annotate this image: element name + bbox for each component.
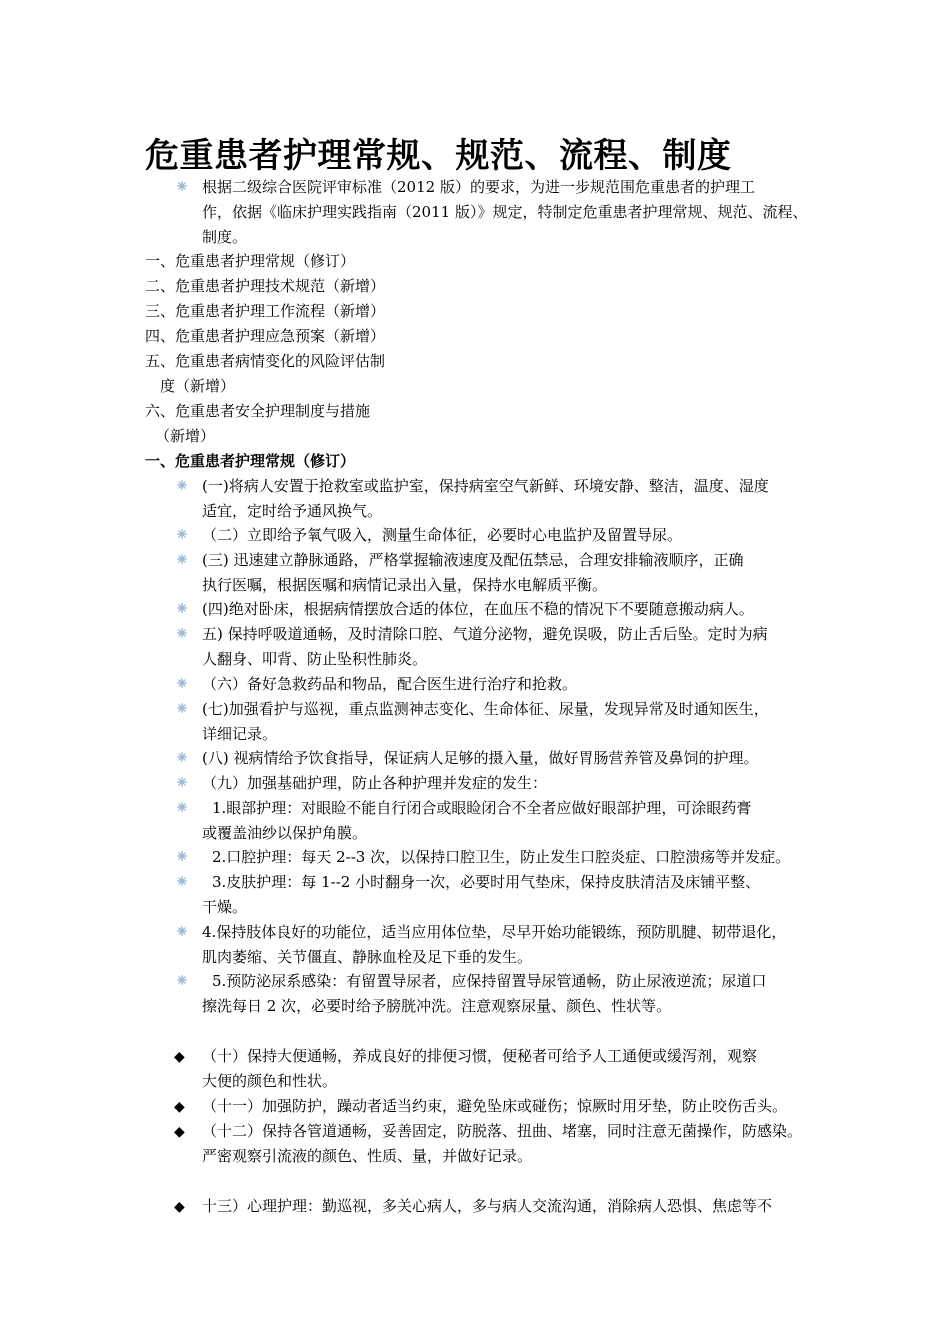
snowflake-bullet-icon (177, 628, 187, 638)
paragraph-14-line-1: 5.预防泌尿系感染：有留置导尿者，应保持留置导尿管通畅，防止尿液逆流；尿道口 (212, 972, 767, 990)
intro-line-3: 制度。 (202, 228, 248, 246)
paragraph-18: 十三）心理护理：勤巡视，多关心病人，多与病人交流沟通，消除病人恐惧、焦虑等不 (202, 1197, 773, 1215)
toc-item-5-cont: 度（新增） (160, 377, 236, 395)
paragraph-2: （二）立即给予氧气吸入，测量生命体征，必要时心电监护及留置导尿。 (202, 526, 683, 544)
document-title: 危重患者护理常规、规范、流程、制度 (145, 136, 732, 176)
paragraph-4: (四)绝对卧床，根据病情摆放合适的体位，在血压不稳的情况下不要随意搬动病人。 (202, 600, 754, 618)
paragraph-1-line-1: (一)将病人安置于抢救室或监护室，保持病室空气新鲜、环境安静、整洁，温度、湿度 (202, 477, 769, 495)
toc-item-3: 三、危重患者护理工作流程（新增） (145, 302, 386, 320)
toc-item-5: 五、危重患者病情变化的风险评估制 (145, 352, 386, 370)
intro-line-2: 作，依据《临床护理实践指南（2011 版）》规定，特制定危重患者护理常规、规范、流程、 (202, 203, 808, 221)
paragraph-3-line-2: 执行医嘱，根据医嘱和病情记录出入量，保持水电解质平衡。 (202, 576, 608, 594)
snowflake-bullet-icon (177, 678, 187, 688)
paragraph-12-line-2: 干燥。 (202, 898, 248, 916)
paragraph-15-line-2: 大便的颜色和性状。 (202, 1072, 338, 1090)
section-heading: 一、危重患者护理常规（修订） (145, 452, 356, 470)
paragraph-14-line-2: 擦洗每日 2 次，必要时给予膀胱冲洗。注意观察尿量、颜色、性状等。 (202, 997, 672, 1015)
intro-line-1: 根据二级综合医院评审标准（2012 版）的要求，为进一步规范围危重患者的护理工 (202, 178, 755, 196)
snowflake-bullet-icon (177, 752, 187, 762)
snowflake-bullet-icon (177, 802, 187, 812)
diamond-bullet-icon: ◆ (174, 1199, 185, 1215)
paragraph-12-line-1: 3.皮肤护理：每 1--2 小时翻身一次，必要时用气垫床，保持皮肤清洁及床铺平整、 (212, 873, 761, 891)
snowflake-bullet-icon (177, 975, 187, 985)
paragraph-10-line-2: 或覆盖油纱以保护角膜。 (202, 824, 368, 842)
diamond-bullet-icon: ◆ (174, 1099, 185, 1115)
paragraph-16: （十一）加强防护，躁动者适当约束，避免坠床或碰伤；惊厥时用牙垫，防止咬伤舌头。 (202, 1097, 788, 1115)
snowflake-bullet-icon (177, 926, 187, 936)
paragraph-9: （九）加强基础护理，防止各种护理并发症的发生： (202, 774, 548, 792)
paragraph-13-line-1: 4.保持肢体良好的功能位，适当应用体位垫，尽早开始功能锻练，预防肌腱、韧带退化， (202, 923, 787, 941)
paragraph-17-line-2: 严密观察引流液的颜色、性质、量，并做好记录。 (202, 1147, 533, 1165)
paragraph-7-line-1: (七)加强看护与巡视，重点监测神志变化、生命体征、尿量，发现异常及时通知医生， (202, 700, 769, 718)
paragraph-8: (八) 视病情给予饮食指导，保证病人足够的摄入量，做好胃肠营养管及鼻饲的护理。 (202, 749, 759, 767)
snowflake-bullet-icon (177, 777, 187, 787)
diamond-bullet-icon: ◆ (174, 1124, 185, 1140)
paragraph-3-line-1: (三) 迅速建立静脉通路，严格掌握输液速度及配伍禁忌，合理安排输液顺序，正确 (202, 551, 744, 569)
snowflake-bullet-icon (177, 703, 187, 713)
paragraph-13-line-2: 肌肉萎缩、关节僵直、静脉血栓及足下垂的发生。 (202, 948, 533, 966)
diamond-bullet-icon: ◆ (174, 1049, 185, 1065)
toc-item-6-cont: （新增） (155, 427, 216, 445)
paragraph-17-line-1: （十二）保持各管道通畅，妥善固定，防脱落、扭曲、堵塞，同时注意无菌操作，防感染。 (202, 1122, 803, 1140)
snowflake-bullet-icon (177, 554, 187, 564)
toc-item-6: 六、危重患者安全护理制度与措施 (145, 402, 371, 420)
toc-item-4: 四、危重患者护理应急预案（新增） (145, 327, 386, 345)
snowflake-bullet-icon (177, 851, 187, 861)
snowflake-bullet-icon (177, 181, 187, 191)
snowflake-bullet-icon (177, 876, 187, 886)
paragraph-6: （六）备好急救药品和物品，配合医生进行治疗和抢救。 (202, 675, 578, 693)
snowflake-bullet-icon (177, 529, 187, 539)
paragraph-15-line-1: （十）保持大便通畅，养成良好的排便习惯，便秘者可给予人工通便或缓泻剂，观察 (202, 1047, 758, 1065)
snowflake-bullet-icon (177, 480, 187, 490)
paragraph-7-line-2: 详细记录。 (202, 725, 278, 743)
toc-item-2: 二、危重患者护理技术规范（新增） (145, 277, 386, 295)
paragraph-5-line-1: 五) 保持呼吸道通畅，及时清除口腔、气道分泌物，避免误吸，防止舌后坠。定时为病 (202, 625, 768, 643)
paragraph-10-line-1: 1.眼部护理：对眼睑不能自行闭合或眼睑闭合不全者应做好眼部护理，可涂眼药膏 (212, 799, 752, 817)
snowflake-bullet-icon (177, 603, 187, 613)
toc-item-1: 一、危重患者护理常规（修订） (145, 252, 356, 270)
paragraph-5-line-2: 人翻身、叩背、防止坠积性肺炎。 (202, 650, 428, 668)
paragraph-1-line-2: 适宜，定时给予通风换气。 (202, 502, 383, 520)
paragraph-11: 2.口腔护理：每天 2--3 次，以保持口腔卫生，防止发生口腔炎症、口腔溃疡等并发症。 (212, 848, 791, 866)
